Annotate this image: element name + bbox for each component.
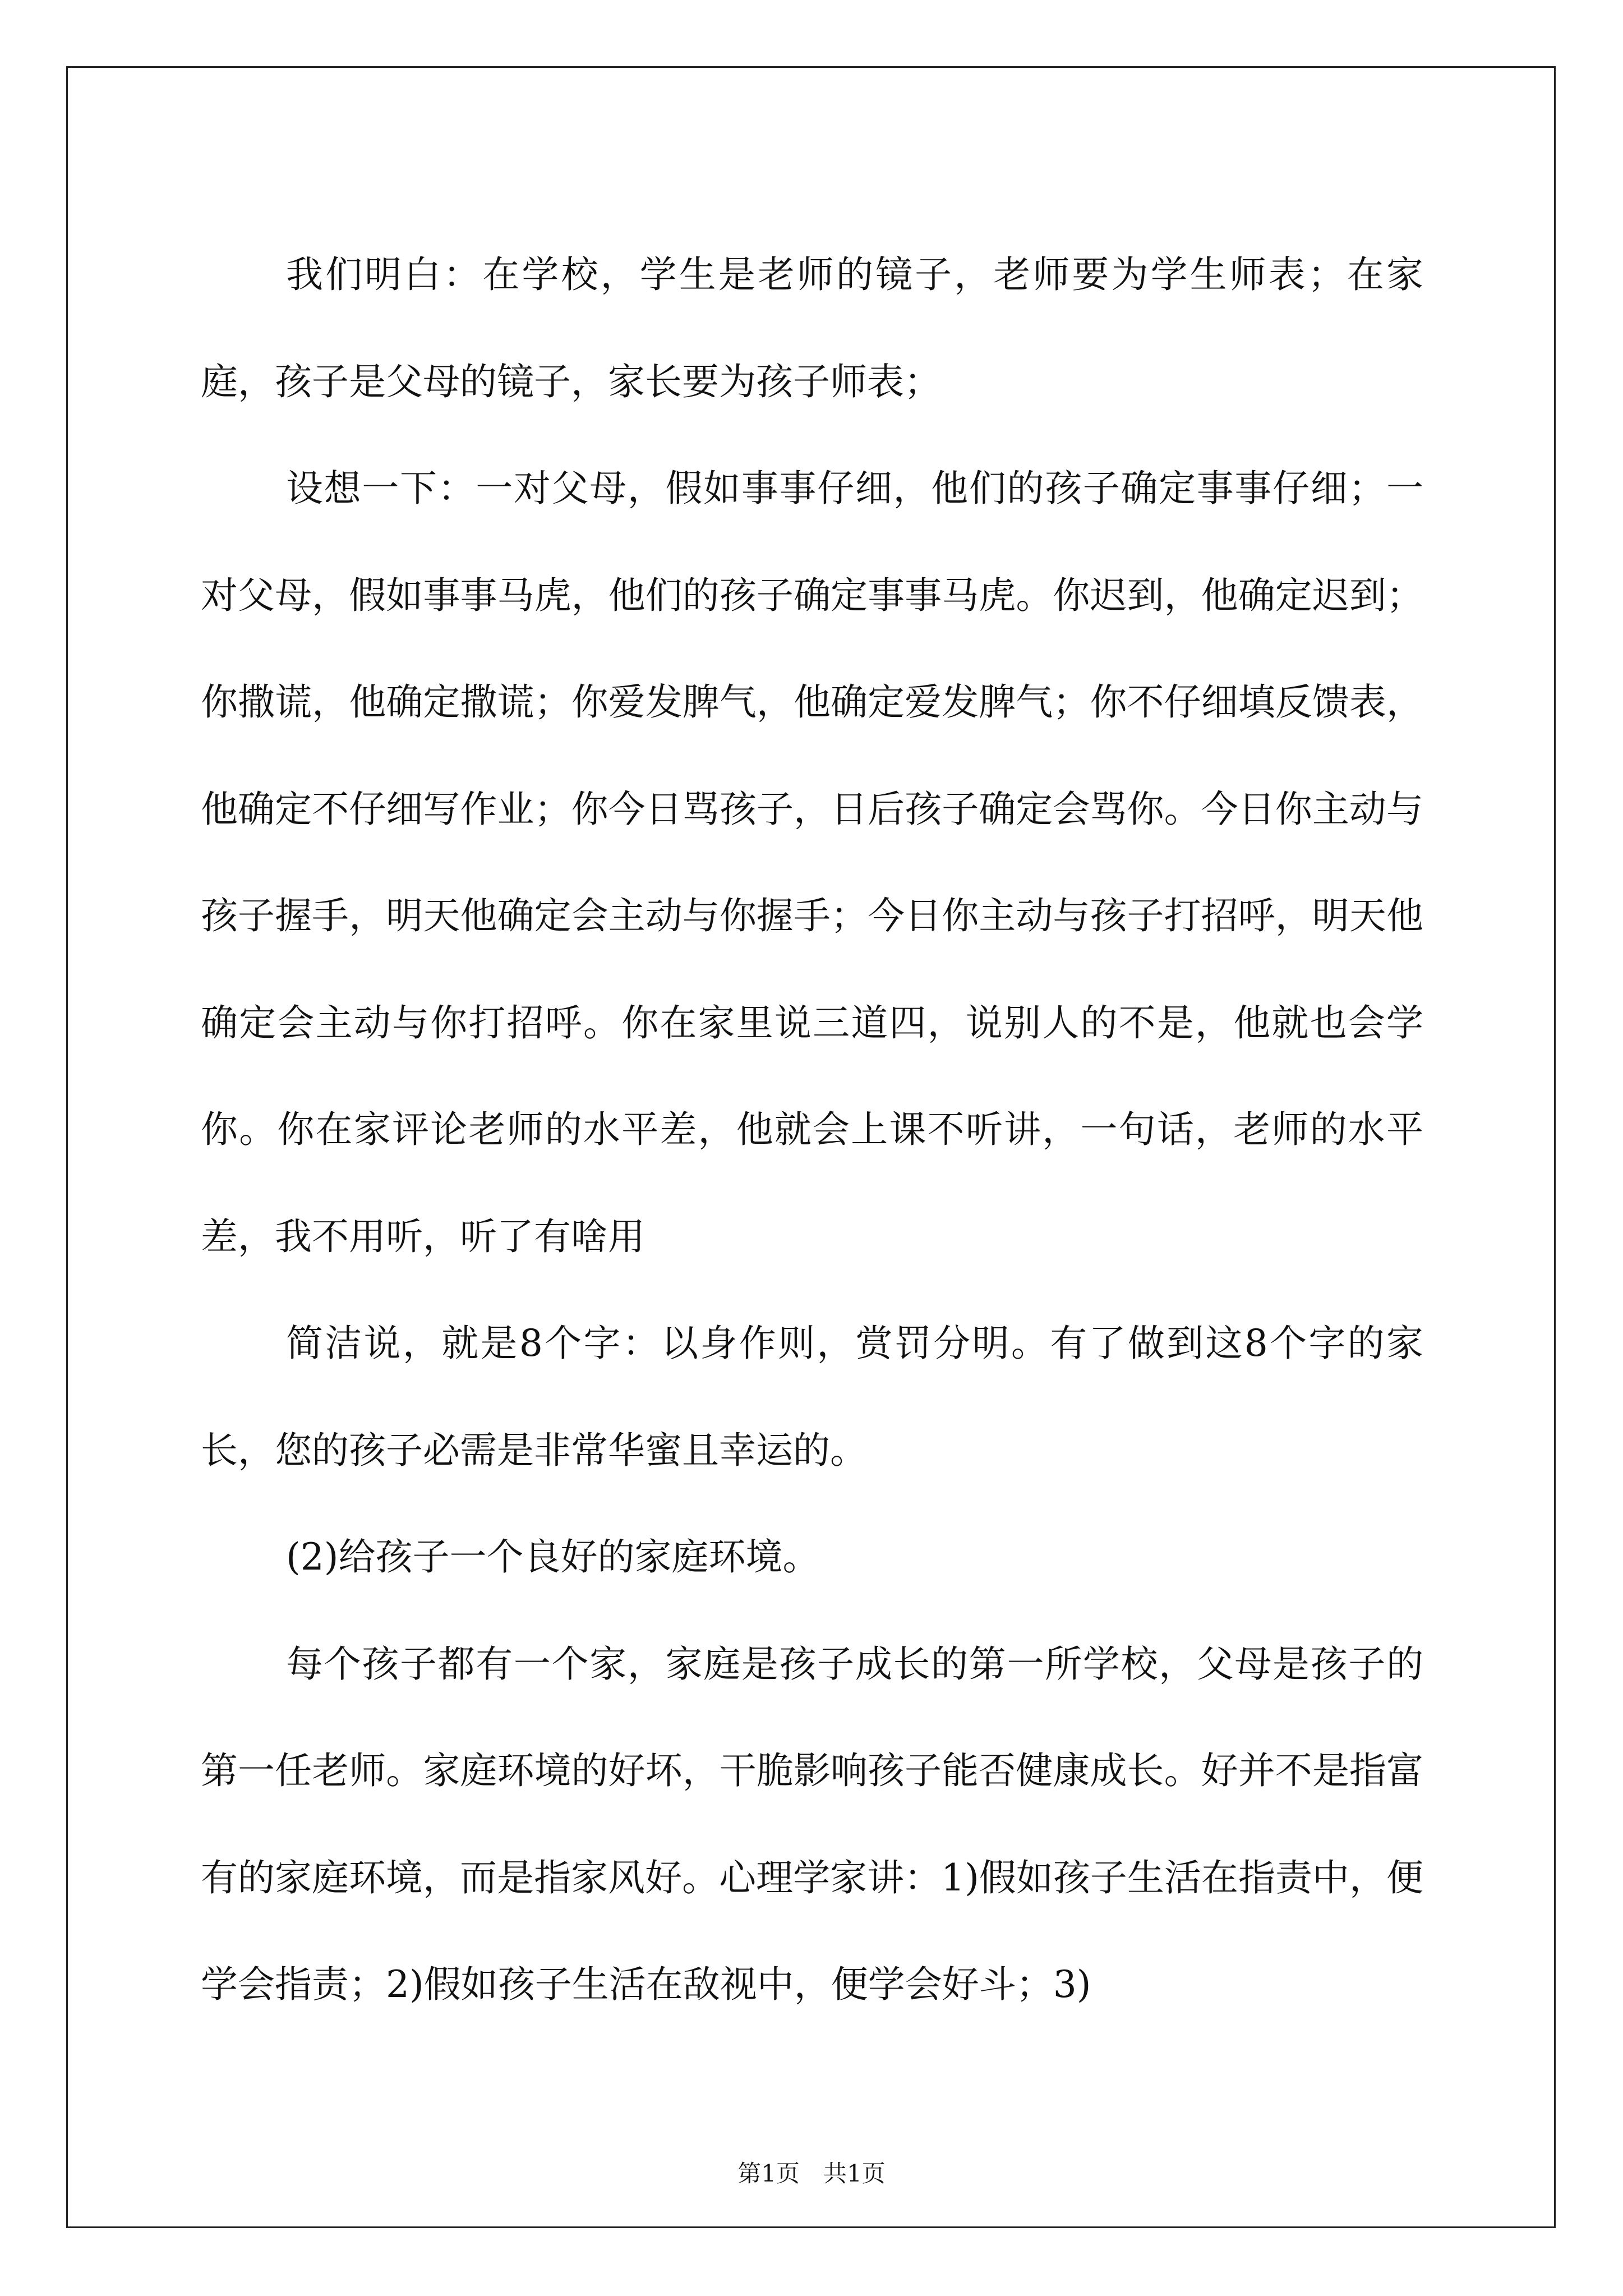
paragraph: (2)给孩子一个良好的家庭环境。 — [286, 1535, 820, 1579]
paragraph: 我们明白：在学校，学生是老师的镜子，老师要为学生师表；在家庭，孩子是父母的镜子，家长要为孩子师表； — [201, 253, 1423, 403]
document-body — [201, 222, 1423, 2039]
page-number-footer: 第1页 共1页 — [737, 2160, 886, 2187]
paragraph: 设想一下：一对父母，假如事事仔细，他们的孩子确定事事仔细；一对父母，假如事事马虎，他们的孩子确定事事马虎。你迟到，他确定迟到；你撒谎，他确定撒谎；你爱发脾气，他确定爱发脾气；你不仔细填反馈表，他确定不仔细写作业；你今日骂孩子，日后孩子确定会骂你。今日你主动与孩子握手，明天他确定会主动与你握手；今日你主动与孩子打招呼，明天他确定会主动与你打招呼。你在家里说三道四，说别人的不是，他就也会学你。你在家评论老师的水平差，他就会上课不听讲，一句话，老师的水平差，我不用听，听了有啥用 — [201, 467, 1423, 1258]
paragraph: 每个孩子都有一个家，家庭是孩子成长的第一所学校，父母是孩子的第一任老师。家庭环境的好坏，干脆影响孩子能否健康成长。好并不是指富有的家庭环境，而是指家风好。心理学家讲：1)假如孩子生活在指责中，便学会指责；2)假如孩子生活在敌视中，便学会好斗；3) — [201, 1642, 1423, 2006]
paragraph: 简洁说，就是8个字：以身作则，赏罚分明。有了做到这8个字的家长，您的孩子必需是非常华蜜且幸运的。 — [201, 1322, 1423, 1472]
